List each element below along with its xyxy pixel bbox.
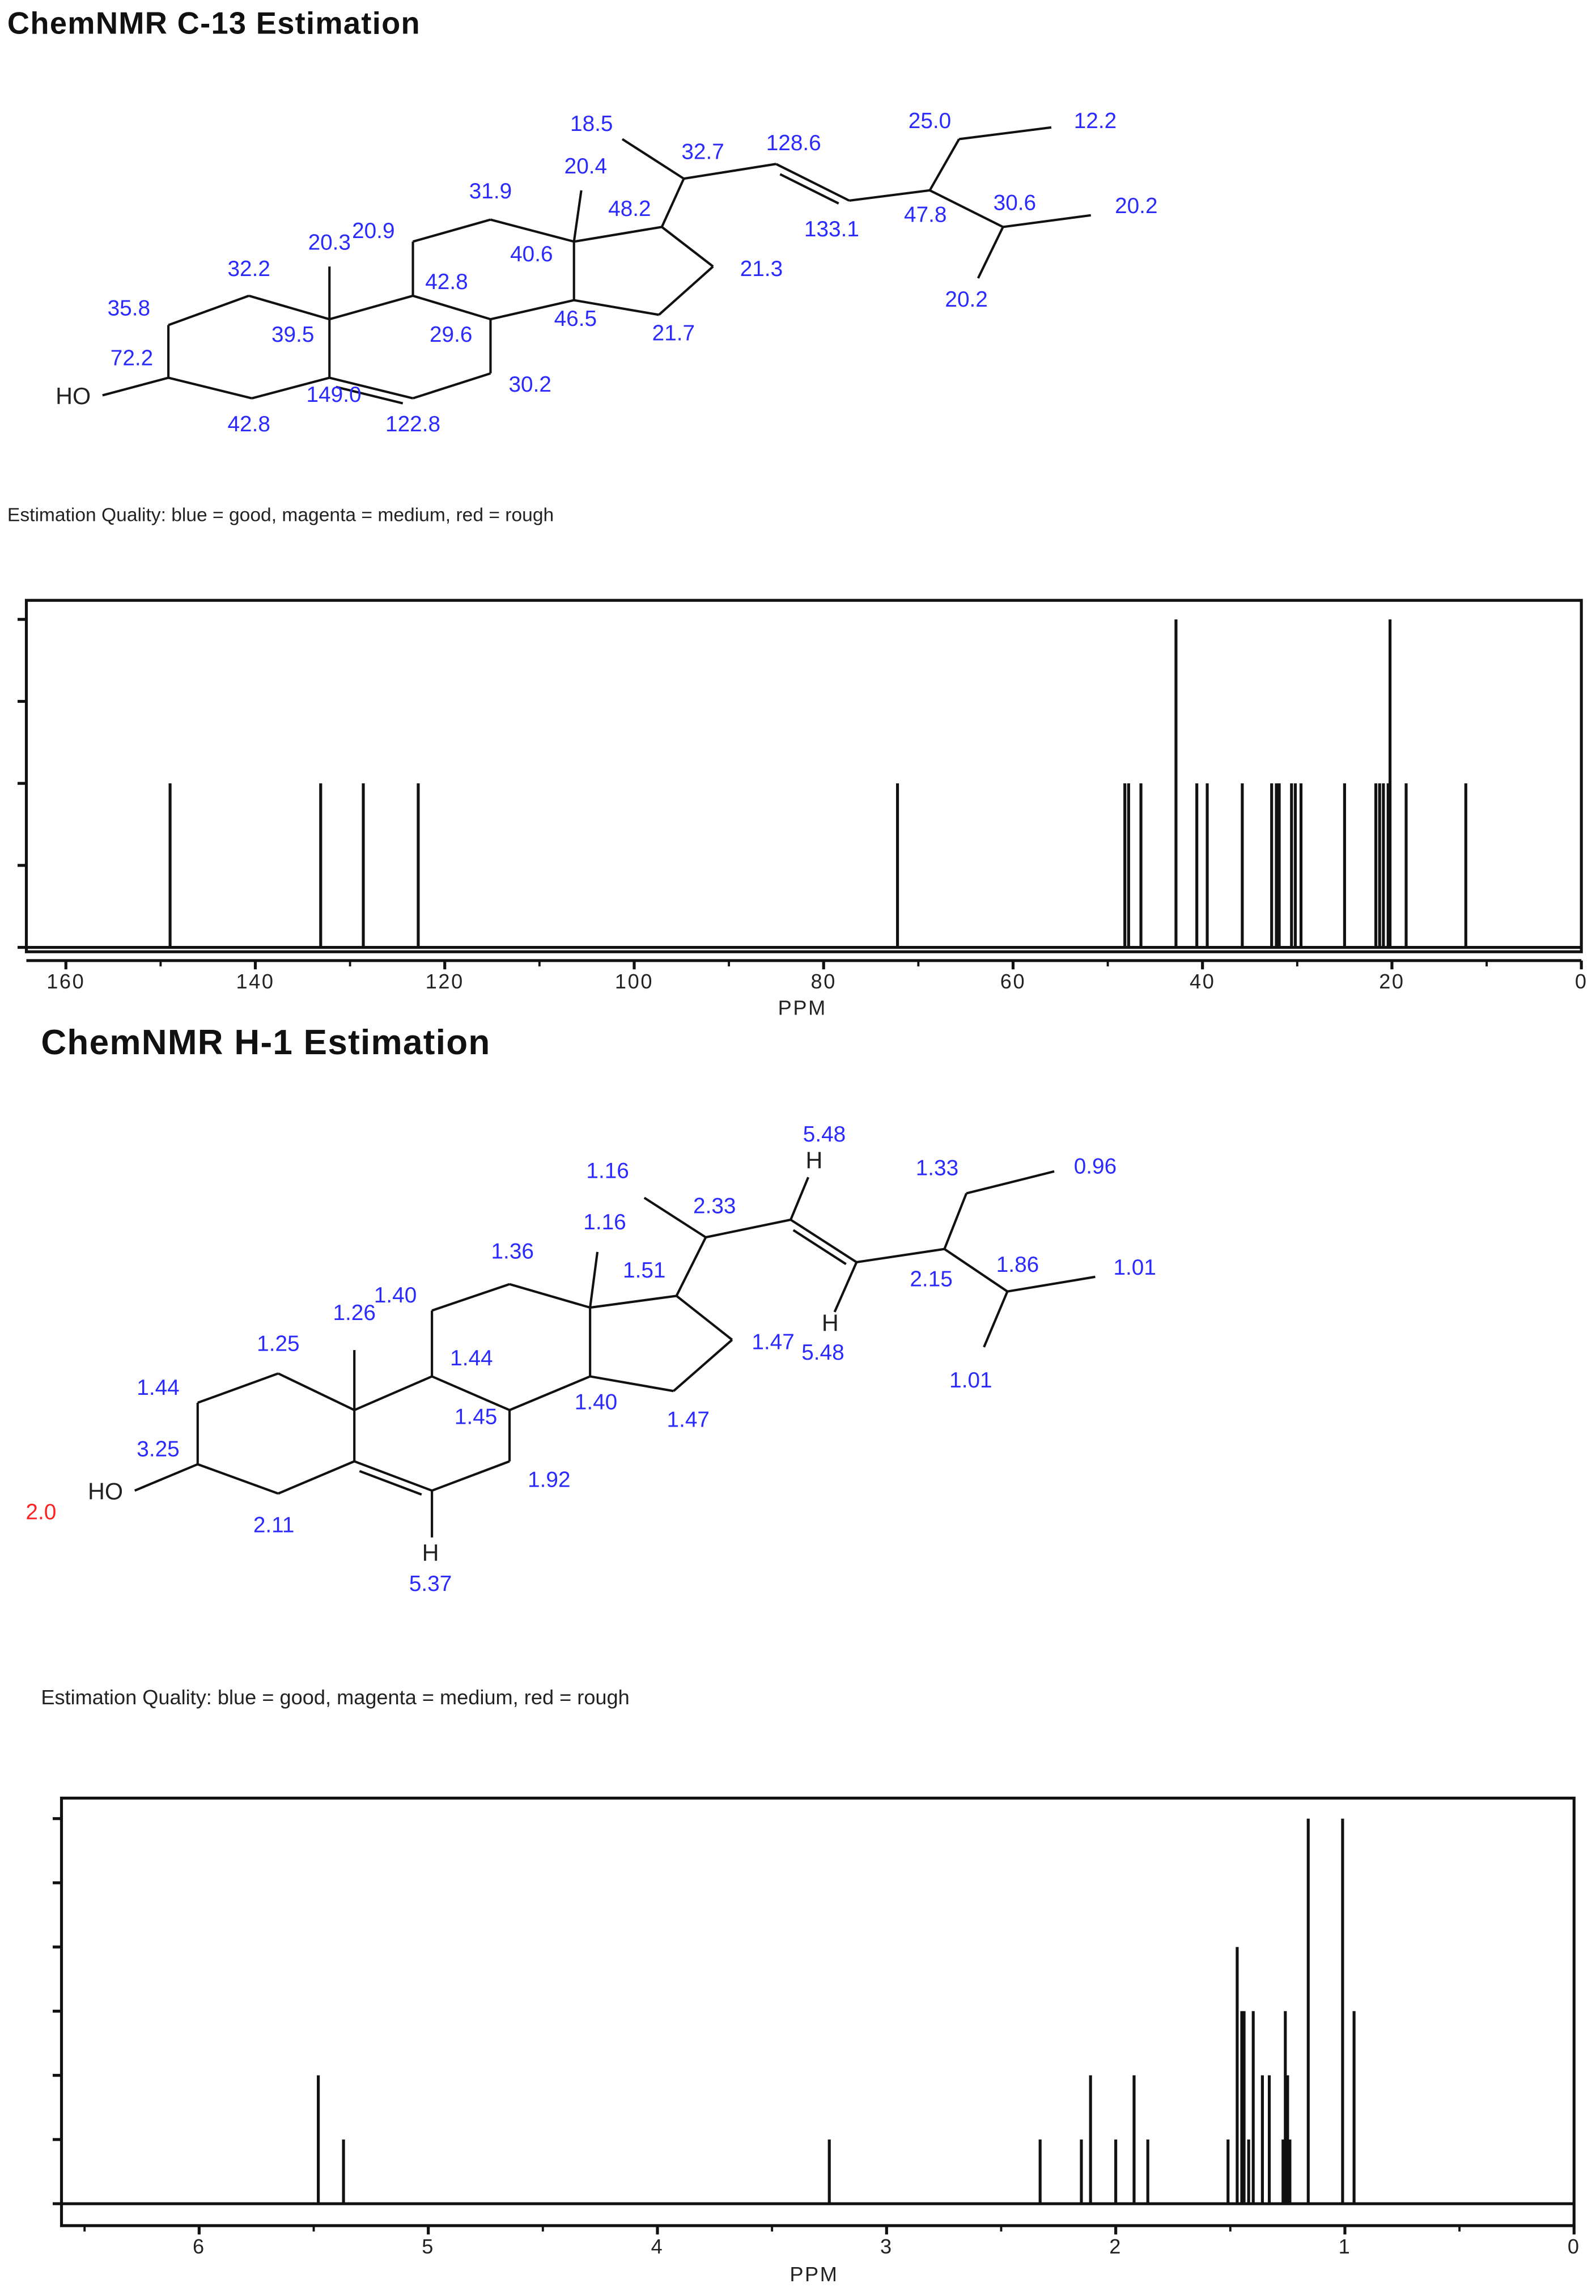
x-tick-label: 0: [1574, 969, 1588, 993]
shift-label: 1.44: [450, 1346, 493, 1372]
shift-label: 18.5: [570, 112, 613, 137]
h-atom-c23: H: [821, 1312, 839, 1337]
shift-label: 20.2: [1115, 194, 1158, 219]
c13-x-axis-label: PPM: [778, 995, 827, 1020]
shift-label: 1.40: [574, 1390, 618, 1415]
shift-label: 1.47: [667, 1408, 710, 1433]
shift-label: 42.8: [425, 270, 468, 295]
c13-hydroxyl-label: HO: [56, 385, 91, 410]
shift-label: 1.36: [491, 1239, 534, 1264]
x-tick-label: 60: [1000, 969, 1026, 993]
shift-label: 0.96: [1073, 1155, 1117, 1180]
shift-label: 1.86: [996, 1253, 1039, 1278]
plot-frame: [62, 1798, 1574, 2226]
shift-label: 133.1: [804, 217, 859, 243]
shift-label: 12.2: [1073, 109, 1117, 134]
x-tick-label: 1: [1338, 2234, 1352, 2258]
shift-label: 1.33: [915, 1156, 959, 1181]
shift-label: 1.01: [949, 1368, 992, 1394]
shift-label: 42.8: [227, 412, 270, 438]
shift-label: 1.25: [257, 1331, 300, 1357]
shift-label: 48.2: [608, 197, 651, 222]
shift-label: 20.3: [308, 230, 351, 256]
shift-label: 1.16: [586, 1158, 629, 1184]
x-tick-label: 140: [236, 969, 275, 993]
shift-label: 1.16: [583, 1210, 626, 1236]
shift-label: 39.5: [271, 322, 315, 348]
shift-label: 46.5: [554, 307, 597, 332]
shift-label: 20.9: [352, 219, 395, 244]
x-tick-label: 3: [880, 2234, 893, 2258]
shift-label: 32.2: [227, 257, 270, 282]
shift-label: 5.37: [409, 1572, 452, 1597]
shift-label: 1.51: [623, 1258, 666, 1284]
h1-hydroxyl-shift: 2.0: [26, 1500, 57, 1525]
shift-label: 40.6: [510, 242, 553, 268]
shift-label: 20.2: [945, 287, 988, 313]
shift-label: 35.8: [107, 296, 151, 322]
shift-label: 1.45: [454, 1404, 498, 1430]
shift-label: 20.4: [564, 154, 608, 180]
shift-label: 3.25: [137, 1437, 180, 1462]
shift-label: 29.6: [429, 322, 473, 348]
x-tick-label: 0: [1567, 2234, 1581, 2258]
h1-hydroxyl-label: HO: [88, 1480, 124, 1505]
shift-label: 72.2: [110, 346, 154, 371]
x-tick-label: 80: [810, 969, 837, 993]
x-tick-label: 4: [651, 2234, 664, 2258]
shift-label: 2.11: [253, 1513, 295, 1538]
shift-label: 30.6: [993, 191, 1037, 217]
x-tick-label: 6: [192, 2234, 206, 2258]
shift-label: 128.6: [766, 131, 821, 156]
shift-label: 5.48: [803, 1122, 846, 1148]
shift-label: 32.7: [681, 139, 724, 165]
shift-label: 1.47: [752, 1330, 795, 1356]
x-tick-label: 100: [614, 969, 654, 993]
h-atom-c22: H: [805, 1149, 823, 1174]
c13-title: ChemNMR C-13 Estimation: [7, 7, 421, 41]
shift-label: 5.48: [801, 1340, 844, 1366]
shift-label: 122.8: [385, 412, 441, 438]
x-tick-label: 20: [1379, 969, 1405, 993]
shift-label: 1.26: [333, 1301, 376, 1326]
h-atom-c6: H: [422, 1542, 439, 1567]
shift-label: 2.15: [910, 1267, 953, 1292]
shift-label: 21.3: [740, 257, 783, 282]
x-tick-label: 40: [1189, 969, 1216, 993]
x-tick-label: 5: [422, 2234, 435, 2258]
x-tick-label: 120: [425, 969, 464, 993]
shift-label: 149.0: [306, 383, 362, 408]
c13-quality-legend: Estimation Quality: blue = good, magenta = medium, red = rough: [7, 503, 554, 526]
shift-label: 31.9: [469, 179, 512, 205]
shift-label: 30.2: [508, 372, 551, 398]
shift-label: 1.44: [137, 1376, 180, 1401]
shift-label: 25.0: [908, 109, 952, 134]
shift-label: 1.01: [1113, 1255, 1156, 1281]
shift-label: 1.40: [373, 1283, 417, 1309]
x-tick-label: 160: [46, 969, 86, 993]
shift-label: 47.8: [904, 202, 947, 228]
h1-quality-legend: Estimation Quality: blue = good, magenta = medium, red = rough: [41, 1685, 630, 1709]
h1-x-axis-label: PPM: [789, 2262, 839, 2286]
shift-label: 21.7: [652, 321, 695, 346]
shift-label: 1.92: [528, 1467, 571, 1493]
x-tick-label: 2: [1109, 2234, 1122, 2258]
h1-title: ChemNMR H-1 Estimation: [41, 1023, 491, 1063]
shift-label: 2.33: [693, 1194, 736, 1219]
